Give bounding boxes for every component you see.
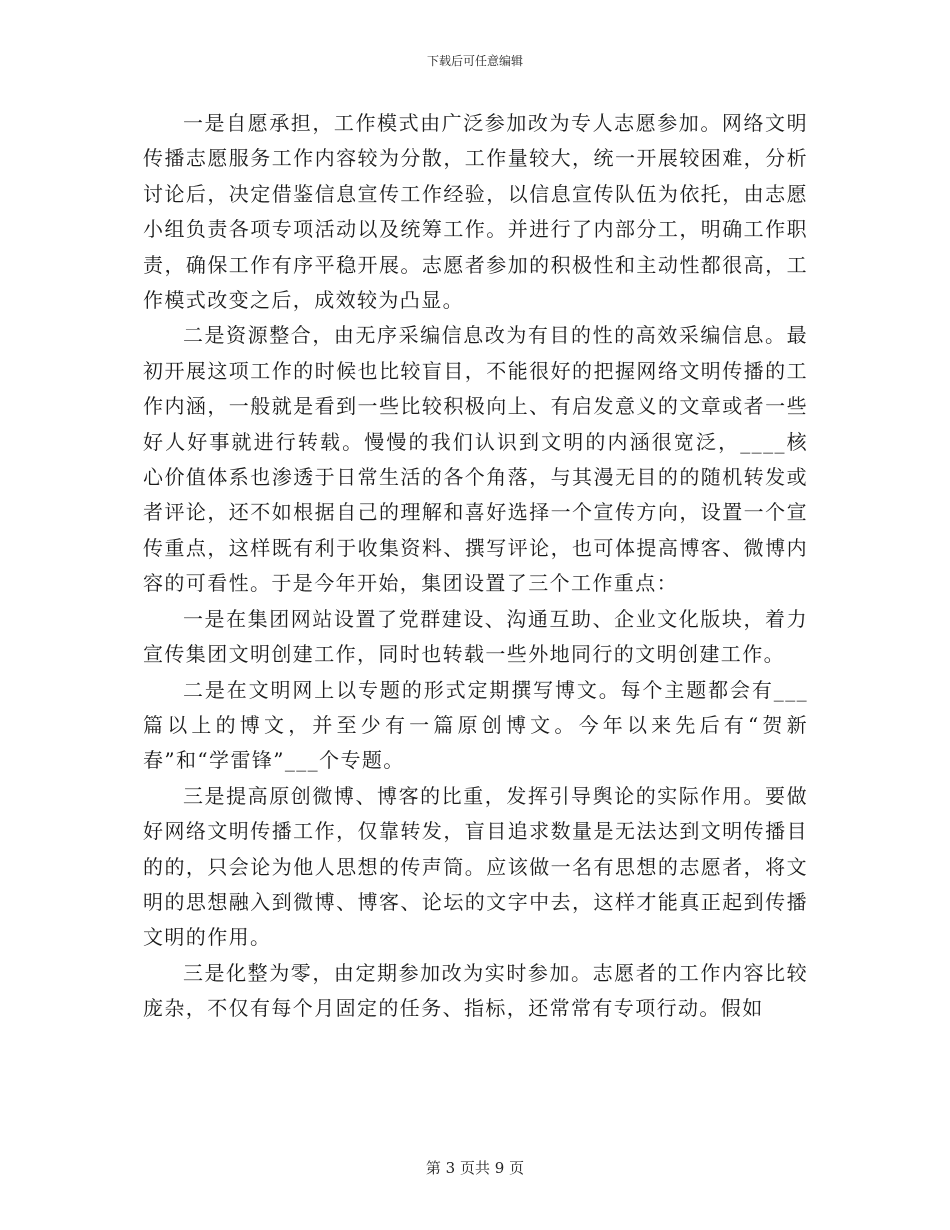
paragraph-6: 三是化整为零，由定期参加改为实时参加。志愿者的工作内容比较庞杂，不仅有每个月固定的任务、指标，还常常有专项行动。假如 [143, 960, 808, 1021]
paragraph-2: 二是资源整合，由无序采编信息改为有目的性的高效采编信息。最初开展这项工作的时候也比较盲目，不能很好的把握网络文明传播的工作内涵，一般就是看到一些比较积极向上、有启发意义的文章或者一些好人好事就进行转载。慢慢的我们认识到文明的内涵很宽泛，____核心价值体系也渗透于日常生活的各个角落，与其漫无目的的随机转发或者评论，还不如根据自己的理解和喜好选择一个宣传方向，设置一个宣传重点，这样既有利于收集资料、撰写评论，也可体提高博客、微博内容的可看性。于是今年开始，集团设置了三个工作重点： [143, 323, 808, 596]
page-footer: 第 3 页共 9 页 [425, 1159, 525, 1177]
paragraph-1: 一是自愿承担，工作模式由广泛参加改为专人志愿参加。网络文明传播志愿服务工作内容较为分散，工作量较大，统一开展较困难，分析讨论后，决定借鉴信息宣传工作经验，以信息宣传队伍为依托，由志愿小组负责各项专项活动以及统筹工作。并进行了内部分工，明确工作职责，确保工作有序平稳开展。志愿者参加的积极性和主动性都很高，工作模式改变之后，成效较为凸显。 [143, 111, 808, 313]
paragraph-4: 二是在文明网上以专题的形式定期撰写博文。每个主题都会有___篇以上的博文，并至少有一篇原创博文。今年以来先后有“贺新春”和“学雷锋”___个专题。 [143, 677, 808, 773]
body-text [143, 106, 808, 1027]
paragraph-5: 三是提高原创微博、博客的比重，发挥引导舆论的实际作用。要做好网络文明传播工作，仅靠转发，盲目追求数量是无法达到文明传播目的的，只会论为他人思想的传声筒。应该做一名有思想的志愿者，将文明的思想融入到微博、博客、论坛的文字中去，这样才能真正起到传播文明的作用。 [143, 783, 808, 950]
paragraph-3: 一是在集团网站设置了党群建设、沟通互助、企业文化版块，着力宣传集团文明创建工作，同时也转载一些外地同行的文明创建工作。 [143, 606, 808, 667]
page-header: 下载后可任意编辑 [426, 54, 523, 68]
